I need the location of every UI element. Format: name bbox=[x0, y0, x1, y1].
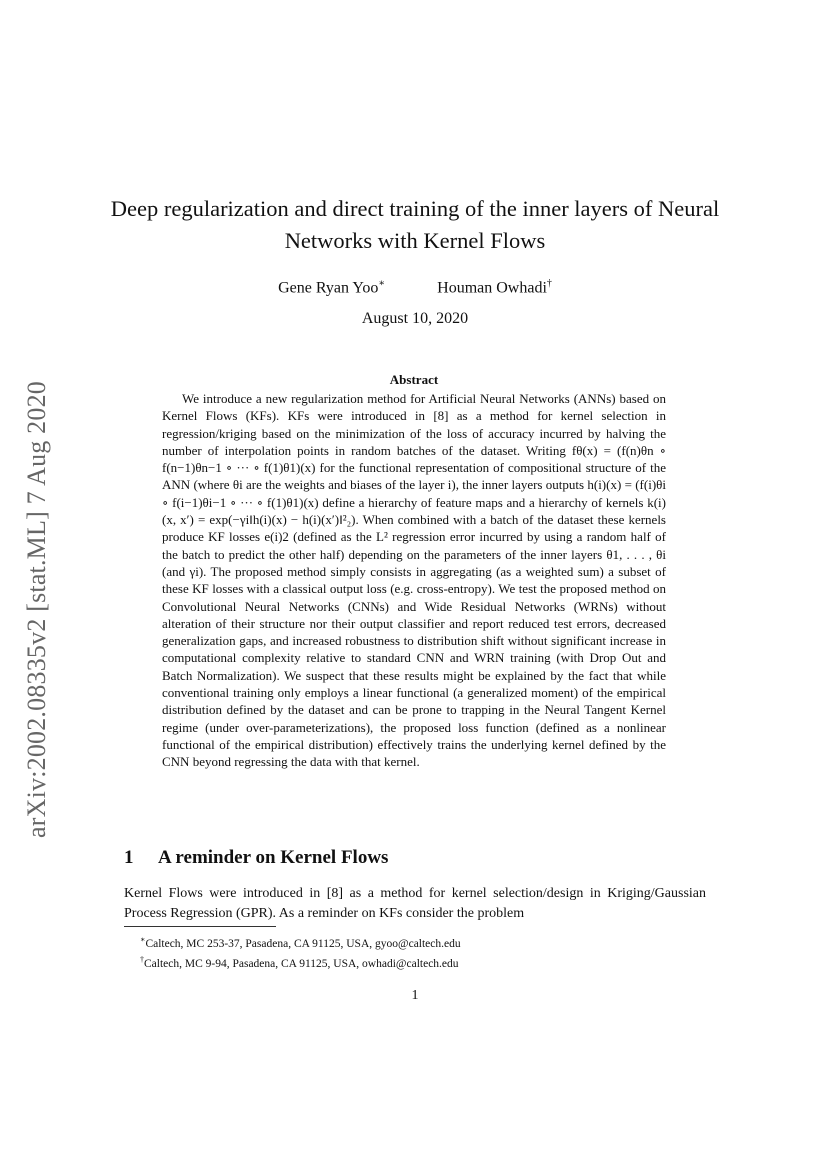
author-footnote-mark: † bbox=[546, 278, 552, 289]
footnote-mark: † bbox=[140, 954, 144, 964]
section-body-text: Kernel Flows were introduced in [8] as a method for kernel selection/design in Kriging/Gaussian Process Regression (GPR). As a reminder on KFs consider the problem bbox=[124, 886, 706, 921]
author bbox=[437, 274, 552, 298]
paper-title: Deep regularization and direct training of the inner layers of Neural Networks with Kernel Flows bbox=[110, 196, 720, 253]
author-name: Gene Ryan Yoo bbox=[278, 279, 379, 297]
abstract-heading: Abstract bbox=[389, 372, 439, 387]
footnote bbox=[140, 932, 700, 952]
arxiv-identifier: arXiv:2002.08335v2 [stat.ML] 7 Aug 2020 bbox=[22, 381, 51, 839]
section-heading bbox=[124, 846, 704, 870]
section-title: A reminder on Kernel Flows bbox=[158, 847, 389, 868]
footnote-mark: ∗ bbox=[140, 935, 146, 944]
author-list bbox=[100, 274, 730, 298]
footnote-text: Caltech, MC 9-94, Pasadena, CA 91125, USA, owhadi@caltech.edu bbox=[144, 957, 459, 970]
author-name: Houman Owhadi bbox=[437, 279, 547, 297]
footnotes bbox=[140, 932, 700, 972]
abstract-text: We introduce a new regularization method for Artificial Neural Networks (ANNs) based on Kernel Flows (KFs). KFs were introduced in [8] as a method for kernel selection in regression/kriging based on the minimization of the loss of accuracy incurred by halving the number of interpolation points in random batches of the dataset. Writing fθ(x) = (f(n)θn ∘ f(n−1)θn−1 ∘ ··· ∘ f(1)θ1)(x) for the functional representation of compositional structure of the ANN (where θi are the weights and biases of the layer i), the inner layers outputs h(i)(x) = (f(i)θi ∘ f(i−1)θi−1 ∘ ··· ∘ f(1)θ1)(x) define a hierarchy of feature maps and a hierarchy of kernels k(i)(x, x′) = exp(−γi‖h(i)(x) − h(i)(x′)‖²₂). When combined with a batch of the dataset these kernels produce KF losses e(i)2 (defined as the L² regression error incurred by using a random half of the batch to predict the other half) depending on the parameters of the inner layers θ1, . . . , θi (and γi). The proposed method simply consists in aggregating (as a weighted sum) a subset of these KF losses with a classical output loss (e.g. cross-entropy). We test the proposed method on Convolutional Neural Networks (CNNs) and Wide Residual Networks (WRNs) without alteration of their structure nor their output classifier and report reduced test errors, decreased generalization gaps, and increased robustness to distribution shift without significant increase in computational complexity relative to standard CNN and WRN training (with Drop Out and Batch Normalization). We suspect that these results might be explained by the fact that while conventional training only employs a linear functional (a generalized moment) of the empirical distribution defined by the dataset and can be prone to trapping in the Neural Tangent Kernel regime (under over-parameterizations), the proposed loss function (defined as a nonlinear functional of the empirical distribution) effectively trains the underlying kernel defined by the CNN beyond regressing the data with that kernel. bbox=[162, 391, 666, 770]
publication-date: August 10, 2020 bbox=[361, 310, 469, 327]
page-number: 1 bbox=[411, 988, 419, 1003]
author-footnote-mark: ∗ bbox=[378, 278, 386, 289]
footnote-divider bbox=[124, 926, 276, 927]
author bbox=[278, 274, 385, 298]
footnote-text: Caltech, MC 253-37, Pasadena, CA 91125, USA, gyoo@caltech.edu bbox=[145, 937, 461, 950]
footnote bbox=[140, 952, 700, 972]
section-number: 1 bbox=[124, 847, 134, 868]
